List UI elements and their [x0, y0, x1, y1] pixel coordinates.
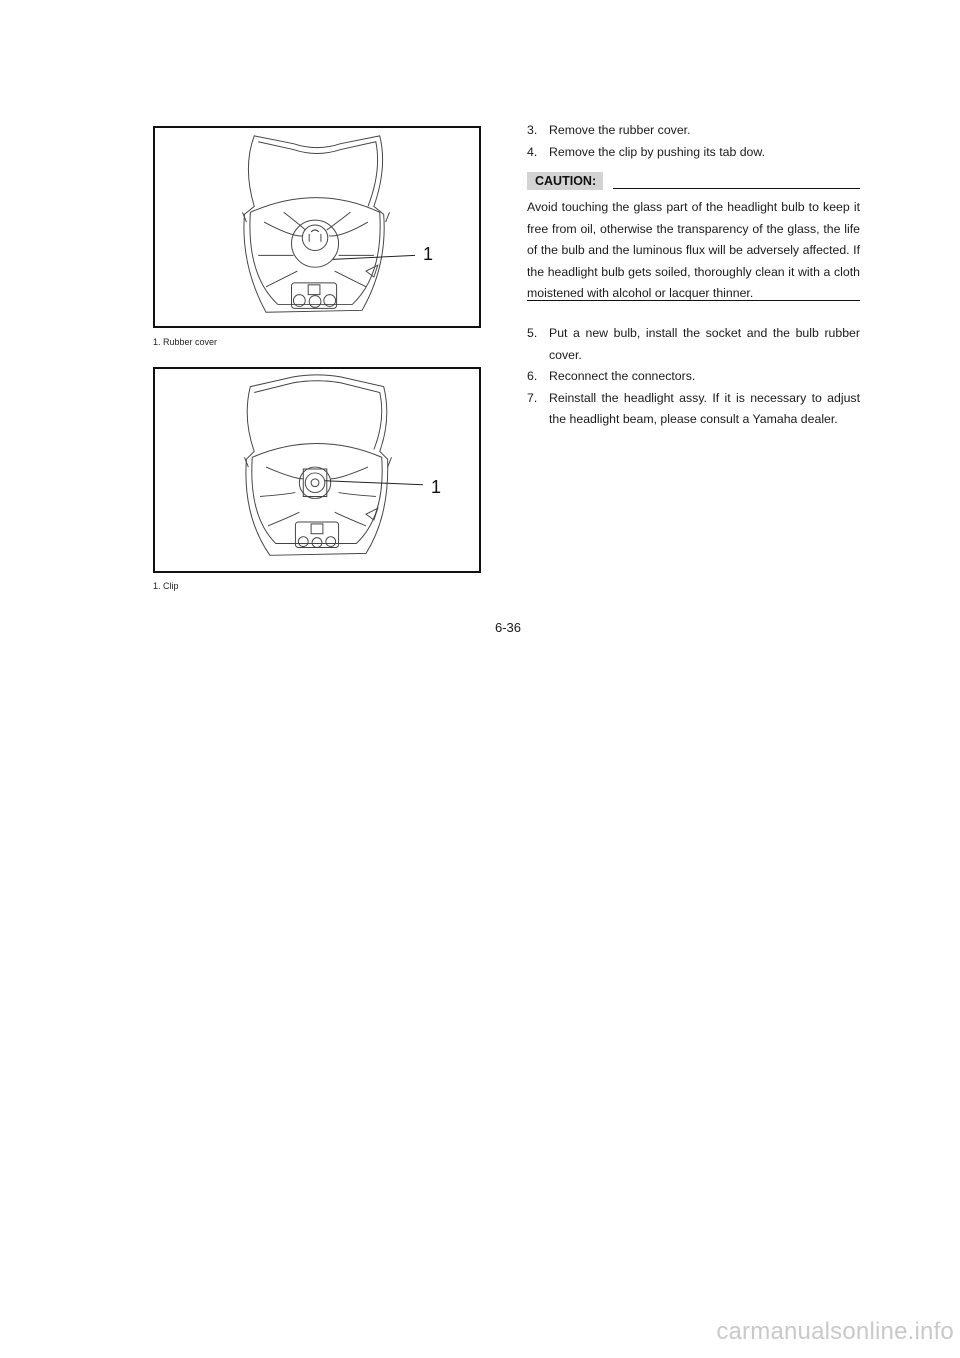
watermark: carmanualsonline.info [716, 1318, 954, 1345]
step-number: 5. [527, 326, 538, 340]
step-number: 6. [527, 369, 538, 384]
page-number: 6-36 [494, 620, 522, 635]
figure-caption: 1. Rubber cover [153, 337, 218, 347]
list-item [527, 323, 860, 366]
headlight-rubber-cover-illustration [155, 128, 479, 326]
list-item [527, 120, 860, 142]
caution-heading [527, 172, 860, 192]
step-text: Put a new bulb, install the socket and the bulb rubber cover. [549, 326, 860, 362]
callout-number: 1 [431, 477, 442, 497]
step-number: 4. [527, 144, 538, 159]
steps-list [527, 323, 860, 431]
caution-end-rule [527, 300, 860, 301]
step-text: Reconnect the connectors. [549, 369, 696, 384]
list-item [527, 142, 860, 164]
step-text: Remove the clip by pushing its tab dow. [549, 144, 765, 159]
step-number: 7. [527, 390, 538, 405]
step-number: 3. [527, 123, 538, 137]
figure-caption: 1. Clip [153, 581, 179, 591]
figure-rubber-cover [153, 126, 481, 328]
step-text: Reinstall the headlight assy. If it is necessary to adjust the headlight beam, please consult a Yamaha dealer. [549, 390, 860, 427]
caution-rule [613, 188, 860, 189]
caution-label: CAUTION: [527, 172, 603, 190]
list-item [527, 366, 860, 388]
figure-clip [153, 367, 481, 573]
callout-number: 1 [423, 244, 434, 264]
caution-text: Avoid touching the glass part of the headlight bulb to keep it free from oil, otherwise the transparency of the glass, the life of the bulb and the luminous flux will be adversely affected. If the headlight bulb gets soiled, thoroughly clean it with a cloth moistened with alcohol or lacquer thinner. [527, 200, 860, 301]
steps-list [527, 120, 860, 163]
list-item [527, 388, 860, 431]
headlight-clip-illustration [155, 369, 479, 571]
step-text: Remove the rubber cover. [549, 123, 691, 137]
